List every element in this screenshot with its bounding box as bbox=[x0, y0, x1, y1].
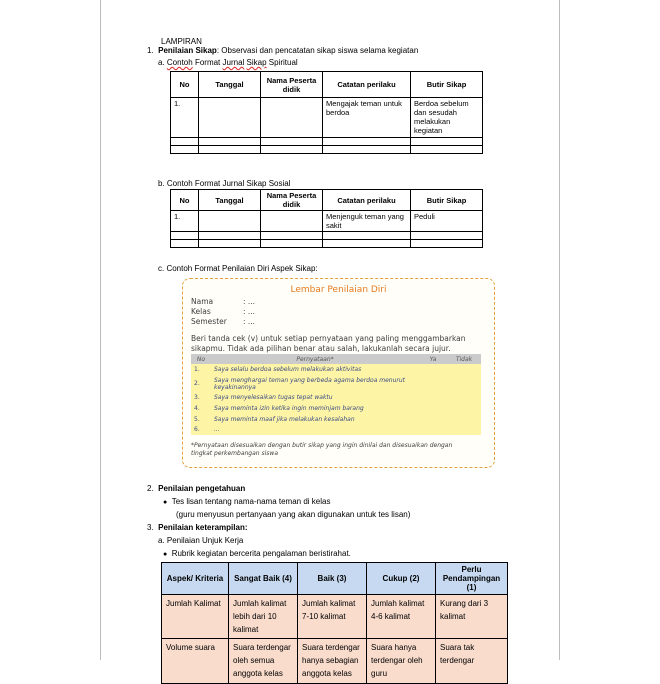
section2-bullet: ● Tes lisan tentang nama-nama teman di kelas bbox=[163, 497, 331, 506]
checkbox-yes[interactable] bbox=[419, 375, 447, 393]
section3-bullet: ● Rubrik kegiatan bercerita pengalaman beristirahat. bbox=[163, 549, 351, 558]
table-row: 3. Saya menyelesaikan tugas tepat waktu bbox=[191, 393, 481, 404]
checkbox-yes[interactable] bbox=[419, 414, 447, 425]
section3-heading: 3. Penilaian keterampilan: bbox=[147, 523, 248, 532]
table-row bbox=[171, 232, 483, 240]
checkbox-no[interactable] bbox=[447, 414, 481, 425]
col-header: No bbox=[171, 72, 199, 98]
section2-note: (guru menyusun pertanyaan yang akan digunakan untuk tes lisan) bbox=[176, 510, 411, 519]
col-header: No bbox=[191, 354, 211, 364]
table-row bbox=[171, 146, 483, 154]
journal-social-table bbox=[170, 189, 483, 248]
col-header: Butir Sikap bbox=[411, 190, 483, 211]
col-header: Sangat Baik (4) bbox=[229, 563, 298, 595]
col-header: No bbox=[171, 190, 199, 211]
col-header: Nama Peserta didik bbox=[261, 72, 323, 98]
checkbox-no[interactable] bbox=[447, 393, 481, 404]
journal-spiritual-table bbox=[170, 71, 483, 154]
col-header: Ya bbox=[419, 354, 447, 364]
self-assessment-card bbox=[182, 278, 495, 468]
table-row bbox=[171, 138, 483, 146]
checkbox-no[interactable] bbox=[447, 364, 481, 375]
subheading-c: c. Contoh Format Penilaian Diri Aspek Sikap: bbox=[158, 264, 318, 273]
bullet-icon: ● bbox=[163, 551, 168, 558]
col-header: Cukup (2) bbox=[367, 563, 436, 595]
section1-heading: 1. Penilaian Sikap: Observasi dan pencatatan sikap siswa selama kegiatan bbox=[147, 46, 419, 55]
table-row: 4. Saya meminta izin ketika ingin meminjam barang bbox=[191, 403, 481, 414]
table-row: 6. ... bbox=[191, 424, 481, 435]
checkbox-no[interactable] bbox=[447, 375, 481, 393]
col-header: Tanggal bbox=[199, 72, 261, 98]
instructions: Beri tanda cek (v) untuk setiap pernyataan yang paling menggambarkan sikapmu. Tidak ada pilihan benar atau salah, lakukanlah secara jujur. bbox=[191, 334, 466, 353]
subheading-b: b. Contoh Format Jurnal Sikap Sosial bbox=[158, 179, 291, 188]
checkbox-yes[interactable] bbox=[419, 424, 447, 435]
subheading-a: a. Contoh Format Jurnal Sikap Spiritual bbox=[158, 58, 298, 67]
section2-heading: 2. Penilaian pengetahuan bbox=[147, 484, 246, 493]
table-row: 1. Menjenguk teman yang sakit Peduli bbox=[171, 211, 483, 232]
identity-fields bbox=[191, 297, 255, 327]
field-class: Kelas : ... bbox=[191, 307, 256, 316]
checkbox-yes[interactable] bbox=[419, 403, 447, 414]
table-row: Volume suara Suara terdengar oleh semua anggota kelas Suara terdengar hanya sebagian anggota kelas Suara hanya terdengar oleh guru Suara tak terdengar bbox=[162, 639, 508, 684]
table-row bbox=[171, 240, 483, 248]
table-row: 2. Saya menghargai teman yang berbeda agama berdoa menurut keyakinannya bbox=[191, 375, 481, 393]
col-header: Catatan perilaku bbox=[323, 190, 411, 211]
col-header: Baik (3) bbox=[298, 563, 367, 595]
field-name: Nama : ... bbox=[191, 297, 256, 306]
card-footnote: *Pernyataan disesuaikan dengan butir sikap yang ingin dinilai dan disesuaikan dengan tingkat perkembangan siswa bbox=[191, 442, 453, 457]
table-row: 1. Saya selalu berdoa sebelum melakukan aktivitas bbox=[191, 364, 481, 375]
table-row: 1. Mengajak teman untuk berdoa Berdoa sebelum dan sesudah melakukan kegiatan bbox=[171, 98, 483, 138]
self-assessment-table bbox=[191, 354, 481, 435]
col-header: Aspek/ Kriteria bbox=[162, 563, 229, 595]
table-row: Jumlah Kalimat Jumlah kalimat lebih dari 10 kalimat Jumlah kalimat 7-10 kalimat Jumlah kalimat 4-6 kalimat Kurang dari 3 kalimat bbox=[162, 595, 508, 639]
col-header: Pernyataan* bbox=[211, 354, 419, 364]
checkbox-no[interactable] bbox=[447, 403, 481, 414]
col-header: Tidak bbox=[447, 354, 481, 364]
page-heading: LAMPIRAN bbox=[161, 37, 202, 46]
checkbox-yes[interactable] bbox=[419, 393, 447, 404]
col-header: Perlu Pendampingan (1) bbox=[436, 563, 508, 595]
field-semester: Semester : ... bbox=[191, 317, 256, 326]
table-row: 5. Saya meminta maaf jika melakukan kesalahan bbox=[191, 414, 481, 425]
checkbox-yes[interactable] bbox=[419, 364, 447, 375]
rubric-table bbox=[161, 562, 508, 684]
col-header: Catatan perilaku bbox=[323, 72, 411, 98]
card-title: Lembar Penilaian Diri bbox=[290, 285, 387, 295]
checkbox-no[interactable] bbox=[447, 424, 481, 435]
col-header: Tanggal bbox=[199, 190, 261, 211]
section3-subheading-a: a. Penilaian Unjuk Kerja bbox=[158, 536, 244, 545]
bullet-icon: ● bbox=[163, 499, 168, 506]
col-header: Nama Peserta didik bbox=[261, 190, 323, 211]
col-header: Butir Sikap bbox=[411, 72, 483, 98]
